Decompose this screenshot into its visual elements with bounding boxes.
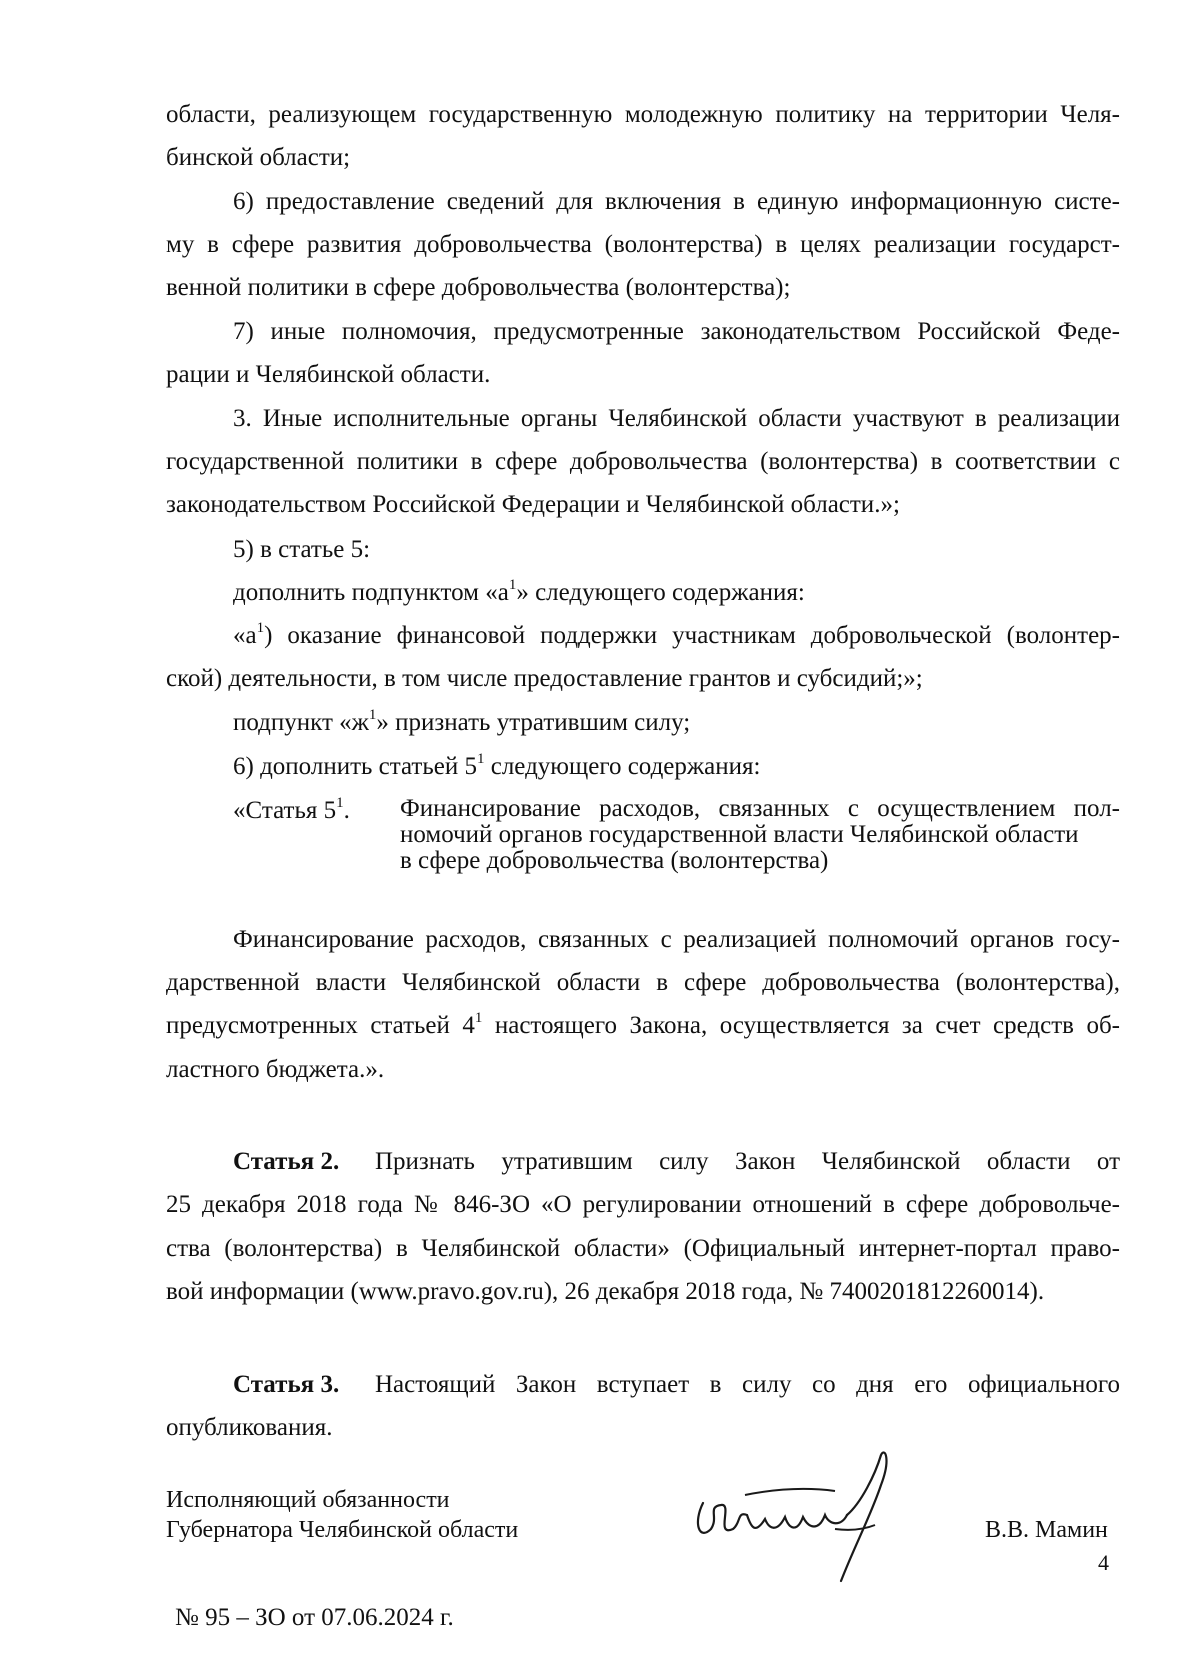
signatory-position: Губернатора Челябинской области [166,1517,519,1543]
body-line: 3. Иные исполнительные органы Челябинской области участвуют в реализации [233,405,1120,432]
body-line: государственной политики в сфере добровольчества (волонтерства) в соответствии с [166,448,1120,475]
body-line: области, реализующем государственную молодежную политику на территории Челя- [166,101,1120,128]
body-line: Финансирование расходов, связанных с реализацией полномочий органов госу- [233,926,1120,953]
body-line: Признать утратившим силу Закон Челябинской области от [375,1148,1120,1175]
body-line: «$а^1$) оказание финансовой поддержки участникам добровольческой (волонтер- [233,621,1120,649]
body-line: дарственной власти Челябинской области в сфере добровольчества (волонтерства), [166,969,1120,996]
body-line: му в сфере развития добровольчества (волонтерства) в целях реализации государст- [166,231,1120,258]
article-3-label: Статья 3. [233,1371,340,1398]
body-line: законодательством Российской Федерации и Челябинской области.»; [166,491,900,518]
article-5-1-label: «Статья $5^1$. [233,795,350,824]
article-5-1-title: номочий органов государственной власти Челябинской области [400,821,1079,848]
body-line: 25 декабря 2018 года № 846-ЗО «О регулировании отношений в сфере добровольче- [166,1191,1120,1218]
body-line: ской) деятельности, в том числе предоставление грантов и субсидий;»; [166,665,923,692]
body-line: Настоящий Закон вступает в силу со дня его официального [375,1371,1120,1398]
body-line: 6) дополнить статьей $5^1$ следующего содержания: [233,751,761,780]
body-line: венной политики в сфере добровольчества (волонтерства); [166,274,791,301]
article-5-1-title: Финансирование расходов, связанных с осуществлением пол- [400,796,1120,822]
body-line: предусмотренных статьей $4^1$ настоящего Закона, осуществляется за счет средств об- [166,1011,1120,1039]
body-line: дополнить подпунктом «$а^1$» следующего содержания: [233,577,805,606]
handwritten-signature [685,1445,925,1585]
body-line: 6) предоставление сведений для включения в единую информационную систе- [233,188,1120,215]
body-line: 7) иные полномочия, предусмотренные законодательством Российской Феде- [233,318,1120,345]
body-line: опубликования. [166,1414,333,1441]
signatory-position: Исполняющий обязанности [166,1487,450,1513]
body-line: подпункт «$ж^1$» признать утратившим силу; [233,707,691,736]
article-5-1-title: в сфере добровольчества (волонтерства) [400,847,829,874]
page-number: 4 [1098,1550,1109,1575]
signatory-name: В.В. Мамин [985,1517,1108,1543]
body-line: вой информации (www.pravo.gov.ru), 26 декабря 2018 года, № 7400201812260014). [166,1278,1045,1305]
document-number: № 95 – ЗО от 07.06.2024 г. [175,1604,454,1631]
body-line: ства (волонтерства) в Челябинской области» (Официальный интернет-портал право- [166,1235,1120,1262]
body-line: ластного бюджета.». [166,1056,385,1083]
body-line: рации и Челябинской области. [166,361,491,388]
body-line: бинской области; [166,144,351,171]
article-2-label: Статья 2. [233,1148,340,1175]
body-line: 5) в статье 5: [233,536,371,563]
